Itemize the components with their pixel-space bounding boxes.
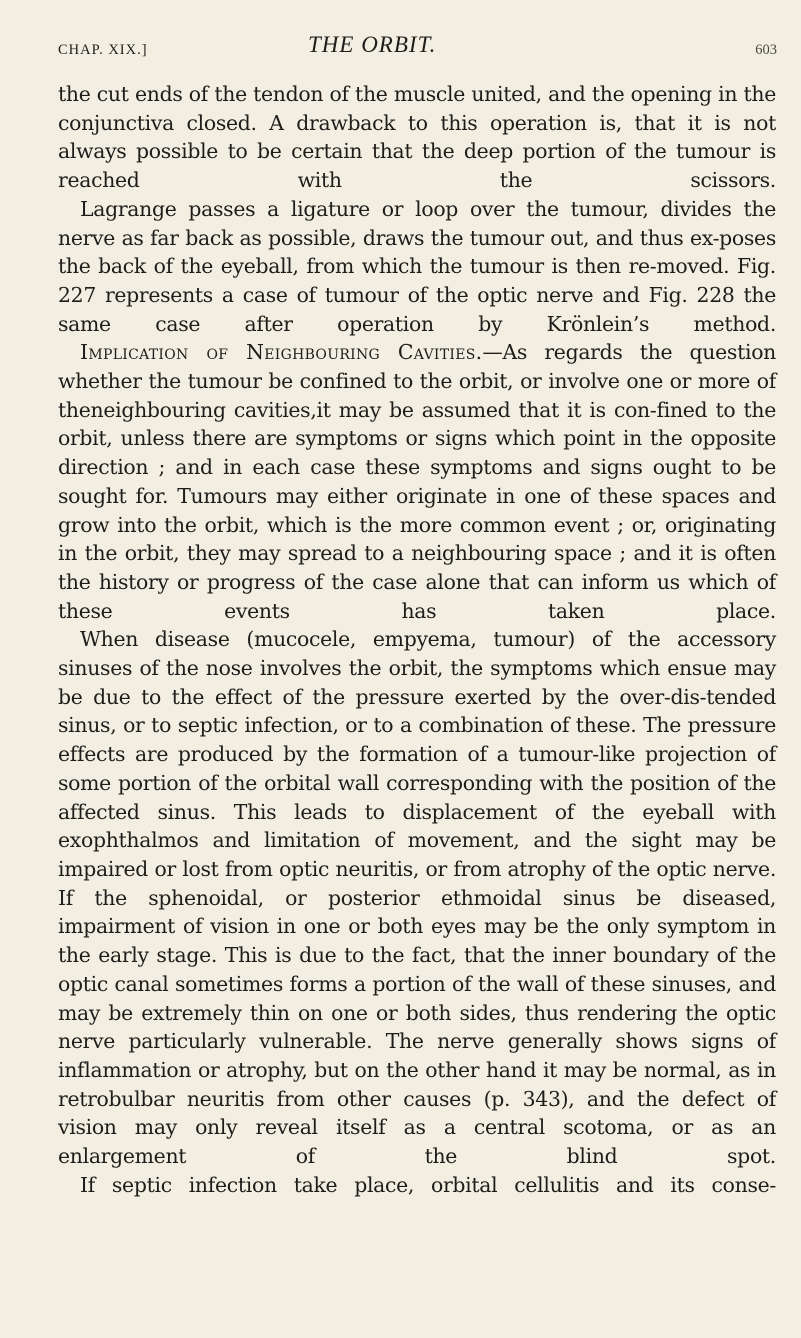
paragraph-text: —As regards the question whether the tumour be confined to the orbit, or involve one or more of theneighbouring cavities,it may be assumed that it is con-fined to the orbit, unless there are symptoms or signs which point in the opposite direction ; and in each case these symptoms and signs ought to be sought for. Tumours may either originate in one of these spaces and grow into the orbit, which is the more common event ; or, originating in the orbit, they may spread to a neighbouring space ; and it is often the history or progress of the case alone that can inform us which of these events has taken place.: [58, 340, 776, 623]
chapter-label: CHAP. XIX.]: [58, 42, 148, 58]
page-number: 603: [755, 42, 777, 58]
running-head: [58, 30, 777, 60]
paragraph-text: Lagrange passes a ligature or loop over the tumour, divides the nerve as far back as possible, draws the tumour out, and thus ex-poses the back of the eyeball, from which the tumour is then re-moved. Fig. 227 represents a case of tumour of the optic nerve and Fig. 228 the same case after operation by Krönlein’s method.: [58, 196, 776, 336]
page-title: THE ORBIT.: [308, 32, 437, 57]
paragraph-sinus-disease: [58, 625, 776, 1170]
paragraph-text: the cut ends of the tendon of the muscle united, and the opening in the conjunctiva closed. A drawback to this operation is, that it is not always possible to be certain that the deep portion of the tumour is reached with the scissors.: [58, 82, 776, 193]
section-heading: Implication of Neighbouring Cavities.: [80, 340, 483, 365]
paragraph-text: If septic infection take place, orbital cellulitis and its conse-: [80, 1172, 776, 1197]
paragraph-septic-infection: [58, 1171, 776, 1200]
paragraph-tendon: [58, 80, 776, 195]
paragraph-implication: [58, 338, 776, 625]
body-text: [58, 80, 776, 1199]
paragraph-lagrange: [58, 195, 776, 339]
paragraph-text: When disease (mucocele, empyema, tumour) of the accessory sinuses of the nose involves the orbit, the symptoms which ensue may be due to the effect of the pressure exerted by the over-dis-tended sinus, or to septic infection, or to a combination of these. The pressure effects are produced by the formation of a tumour-like projection of some portion of the orbital wall corresponding with the position of the affected sinus. This leads to displacement of the eyeball with exophthalmos and limitation of movement, and the sight may be impaired or lost from optic neuritis, or from atrophy of the optic nerve. If the sphenoidal, or posterior ethmoidal sinus be diseased, impairment of vision in one or both eyes may be the only symptom in the early stage. This is due to the fact, that the inner boundary of the optic canal sometimes forms a portion of the wall of these sinuses, and may be extremely thin on one or both sides, thus rendering the optic nerve particularly vulnerable. The nerve generally shows signs of inflammation or atrophy, but on the other hand it may be normal, as in retrobulbar neuritis from other causes (p. 343), and the defect of vision may only reveal itself as a central scotoma, or as an enlargement of the blind spot.: [58, 627, 776, 1169]
